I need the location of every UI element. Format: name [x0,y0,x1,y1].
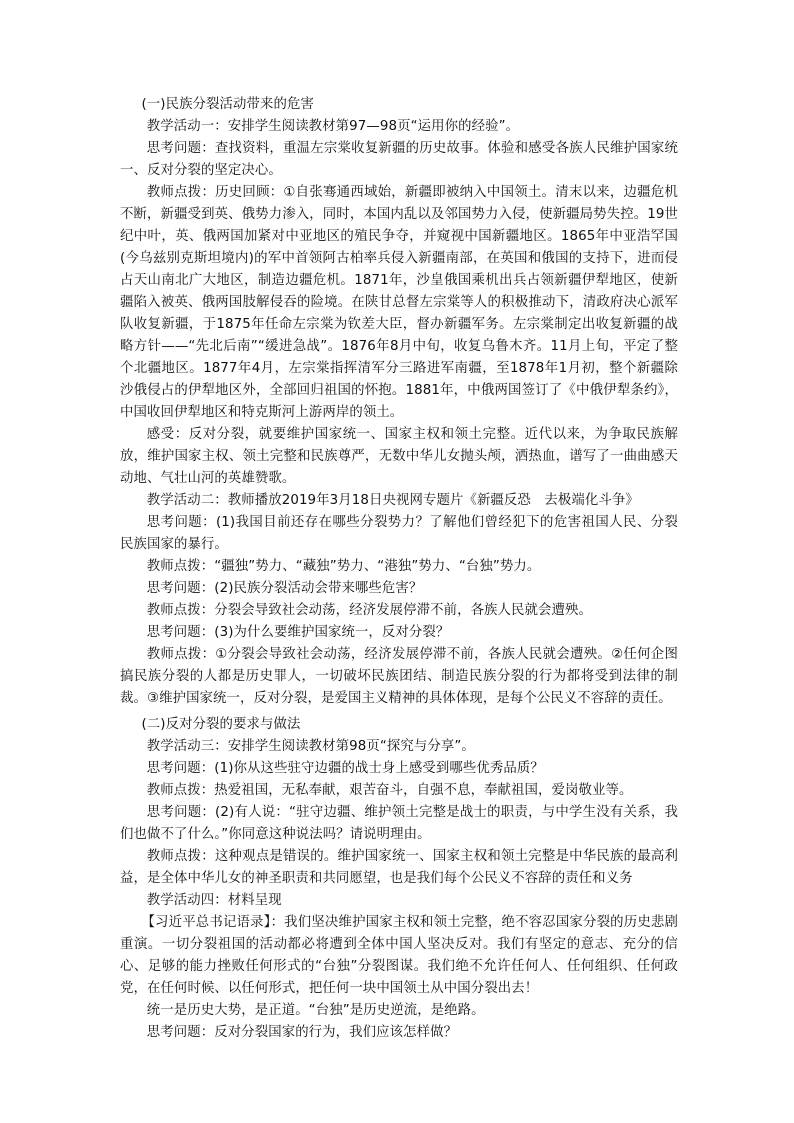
teaching-activity-3: 教学活动三：安排学生阅读教材第98页“探究与分享”。 [146,739,475,754]
question-paragraph: 思考问题：(1)我国目前还存在哪些分裂势力？了解他们曾经犯下的危害祖国人民、分裂民族国家的暴行。 [120,515,678,552]
quotation-paragraph: 【习近平总书记语录】：我们坚决维护国家主权和领土完整，绝不容忍国家分裂的历史悲剧重演。一切分裂祖国的活动都必将遭到全体中国人坚决反对。我们有坚定的意志、充分的信心、足够的能力挫败任何形式的“台独”分裂图谋。我们绝不允许任何人、任何组织、任何政党，在任何时候、以任何形式，把任何一块中国领土从中国分裂出去！ [120,915,678,996]
section-heading-2: (二)反对分裂的要求与做法 [141,717,301,732]
teacher-guidance: 教师点拨：这种观点是错误的。维护国家统一、国家主权和领土完整是中华民族的最高利益，是全体中华儿女的神圣职责和共同愿望，也是我们每个公民义不容辞的责任和义务 [120,849,678,886]
statement-paragraph: 统一是历史大势，是正道。“台独”是历史逆流，是绝路。 [146,1003,485,1018]
teaching-activity-1: 教学活动一：安排学生阅读教材第97—98页“运用你的经验”。 [146,119,520,134]
question-paragraph: 思考问题：反对分裂国家的行为，我们应该怎样做？ [146,1025,458,1040]
teacher-guidance: 教师点拨：分裂会导致社会动荡，经济发展停滞不前，各族人民就会遭殃。 [146,603,592,618]
reflection-paragraph: 感受：反对分裂，就要维护国家统一、国家主权和领土完整。近代以来，为争取民族解放，维护国家主权、领土完整和民族尊严，无数中华儿女抛头颅，洒热血，谱写了一曲曲感天动地、气壮山河的英雄赞歌。 [120,427,678,486]
question-paragraph: 思考问题：(1)你从这些驻守边疆的战士身上感受到哪些优秀品质？ [146,761,544,776]
teacher-guidance: 教师点拨：“疆独”势力、“藏独”势力、“港独”势力、“台独”势力。 [146,559,541,574]
teacher-guidance: 教师点拨：①分裂会导致社会动荡，经济发展停滞不前，各族人民就会遭殃。②任何企图搞民族分裂的人都是历史罪人，一切破坏民族团结、制造民族分裂的行为都将受到法律的制裁。③维护国家统一，反对分裂，是爱国主义精神的具体体现，是每个公民义不容辞的责任。 [120,647,678,706]
question-paragraph: 思考问题：(3)为什么要维护国家统一，反对分裂？ [146,625,450,640]
teacher-guidance-history: 教师点拨：历史回顾：①自张骞通西域始，新疆即被纳入中国领土。清末以来，边疆危机不断，新疆受到英、俄势力渗入，同时，本国内乱以及邻国势力入侵，使新疆局势失控。19世纪中叶，英、俄两国加紧对中亚地区的殖民争夺，并窥视中国新疆地区。1865年中亚浩罕国(今乌兹别克斯坦境内)的军中首领阿古柏率兵侵入新疆南部，在英国和俄国的支持下，进而侵占天山南北广大地区，制造边疆危机。1871年，沙皇俄国乘机出兵占领新疆伊犁地区，使新疆陷入被英、俄两国肢解侵吞的险境。在陕甘总督左宗棠等人的积极推动下，清政府决心派军队收复新疆，于1875年任命左宗棠为钦差大臣，督办新疆军务。左宗棠制定出收复新疆的战略方针——“先北后南”“缓进急战”。1876年8月中旬，收复乌鲁木齐。11月上旬，平定了整个北疆地区。1877年4月，左宗棠指挥清军分三路进军南疆，至1878年1月初，整个新疆除沙俄侵占的伊犁地区外，全部回归祖国的怀抱。1881年，中俄两国签订了《中俄伊犁条约》，中国收回伊犁地区和特克斯河上游两岸的领土。 [120,185,678,420]
question-paragraph: 思考问题：(2)有人说：“驻守边疆、维护领土完整是战士的职责，与中学生没有关系，我们也做不了什么。”你同意这种说法吗？请说明理由。 [120,805,678,842]
teaching-activity-4: 教学活动四：材料呈现 [146,893,282,908]
question-paragraph: 思考问题：查找资料，重温左宗棠收复新疆的历史故事。体验和感受各族人民维护国家统一、反对分裂的坚定决心。 [120,141,678,178]
teaching-activity-2: 教学活动二：教师播放2019年3月18日央视网专题片《新疆反恐 去极端化斗争》 [146,493,639,508]
document-page [120,94,678,1044]
teacher-guidance: 教师点拨：热爱祖国，无私奉献，艰苦奋斗，自强不息，奉献祖国，爱岗敬业等。 [146,783,633,798]
section-heading-1: (一)民族分裂活动带来的危害 [141,97,314,112]
question-paragraph: 思考问题：(2)民族分裂活动会带来哪些危害？ [146,581,423,596]
